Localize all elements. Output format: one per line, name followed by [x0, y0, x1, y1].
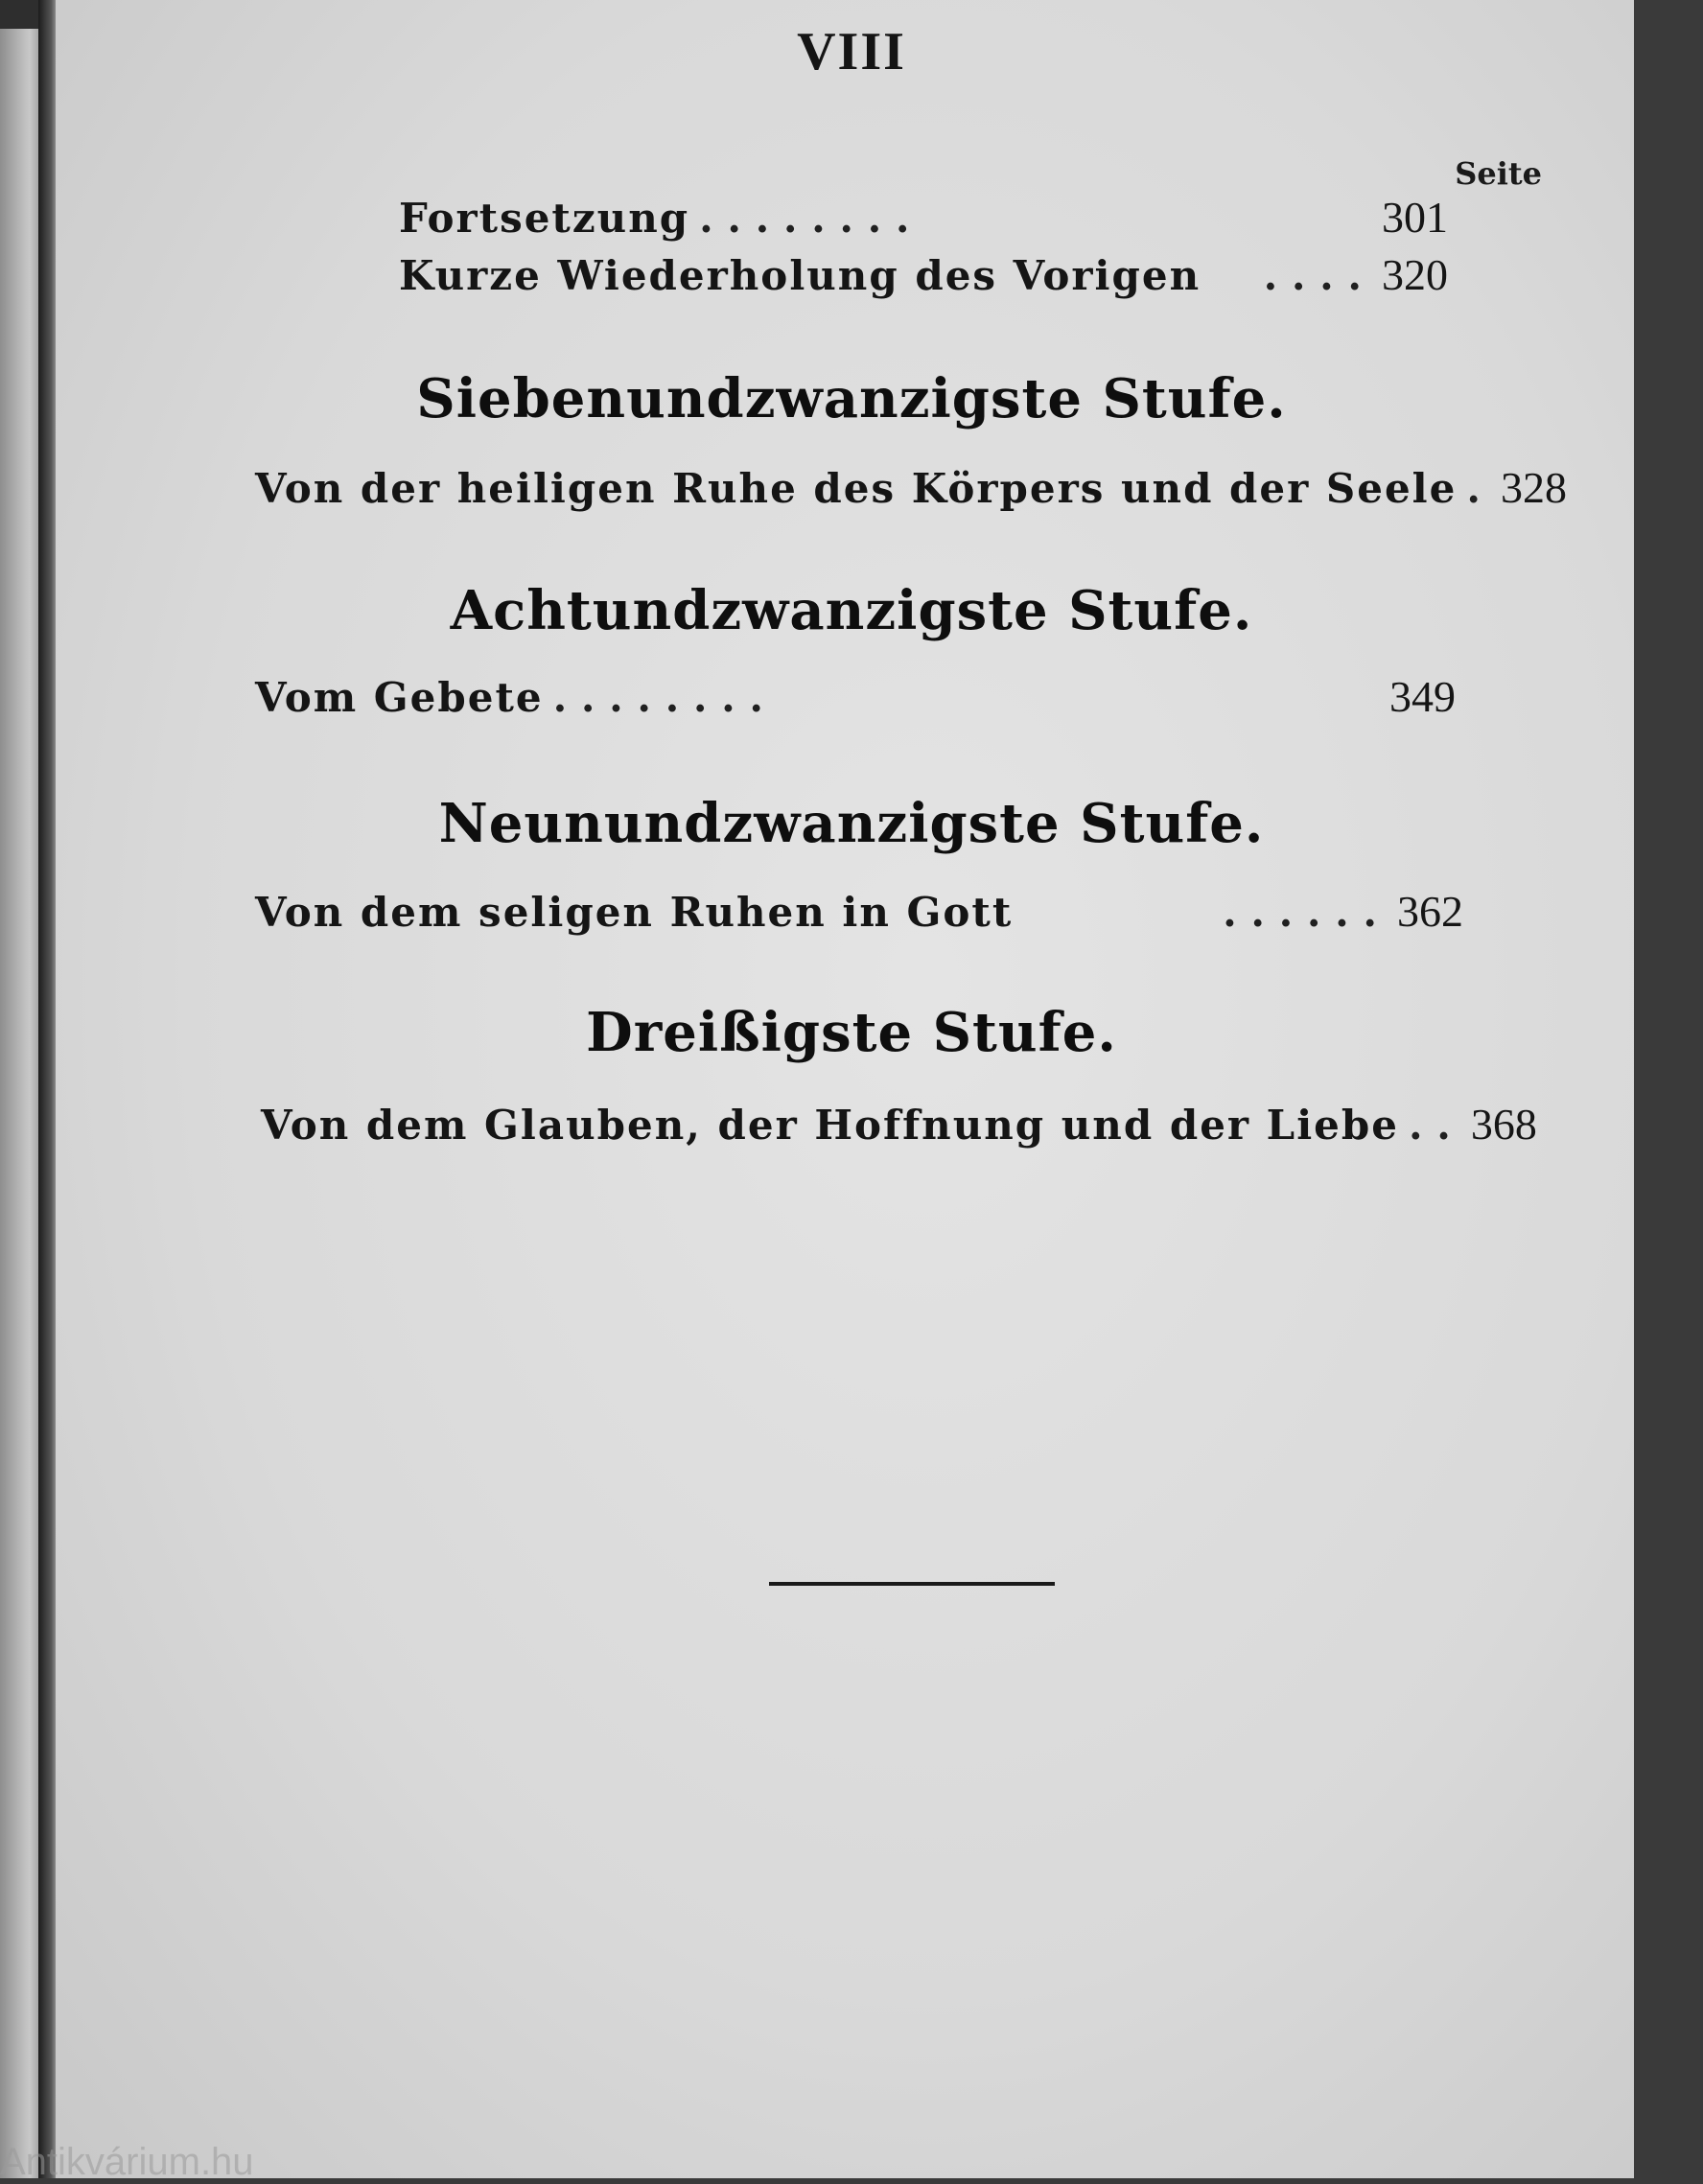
toc-entry — [255, 462, 1567, 513]
toc-entry — [255, 886, 1463, 937]
toc-leader-dots: . — [1466, 465, 1481, 512]
toc-entry-page: 368 — [1470, 1100, 1537, 1149]
toc-leader-dots: . . . . . . . . — [699, 195, 910, 242]
toc-leader-dots: . . . . . . . . — [552, 674, 763, 721]
page-column-label: Seite — [1455, 155, 1542, 192]
toc-entry-title: Kurze Wiederholung des Vorigen — [399, 252, 1201, 299]
left-page-edge — [0, 29, 42, 2178]
toc-entry-page: 301 — [1382, 193, 1448, 242]
section-heading: Achtundzwanzigste Stufe. — [450, 579, 1253, 642]
toc-entry-page: 362 — [1397, 887, 1463, 936]
book-page — [56, 0, 1634, 2178]
toc-entry-title: Vom Gebete — [255, 674, 544, 721]
toc-entry-title: Fortsetzung — [399, 195, 690, 242]
closing-rule — [769, 1582, 1055, 1586]
toc-entry-title: Von der heiligen Ruhe des Körpers und der Seele — [255, 465, 1458, 512]
toc-entry — [261, 1099, 1537, 1150]
page-number: VIII — [797, 22, 906, 81]
toc-leader-dots: . . . . — [1263, 252, 1362, 299]
toc-entry-page: 349 — [1389, 672, 1456, 721]
toc-entry — [399, 249, 1448, 300]
toc-entry-page: 328 — [1500, 463, 1567, 512]
toc-entry-title: Von dem seligen Ruhen in Gott — [255, 889, 1014, 936]
section-heading: Dreißigste Stufe. — [586, 1001, 1117, 1064]
toc-entry-page: 320 — [1382, 250, 1448, 299]
toc-entry — [255, 671, 1456, 722]
section-heading: Siebenundzwanzigste Stufe. — [416, 367, 1287, 430]
toc-entry — [399, 192, 1448, 243]
watermark: Antikvárium.hu — [0, 2141, 254, 2183]
toc-leader-dots: . . . . . . — [1223, 889, 1377, 936]
toc-leader-dots: . . — [1408, 1102, 1451, 1149]
section-heading: Neunundzwanzigste Stufe. — [438, 792, 1265, 855]
toc-entry-title: Von dem Glauben, der Hoffnung und der Liebe — [261, 1102, 1399, 1149]
